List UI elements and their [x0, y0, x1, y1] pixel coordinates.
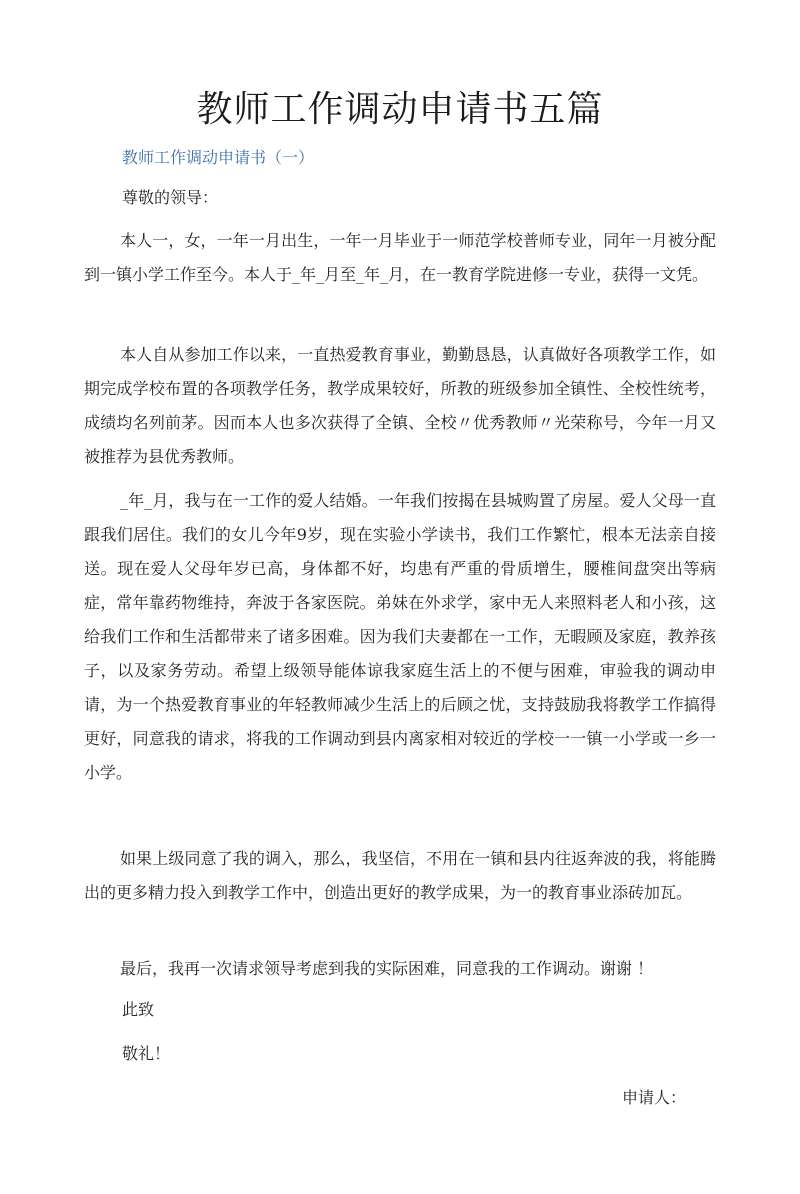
paragraph-intro: 本人一，女，一年一月出生，一年一月毕业于一师范学校普师专业，同年一月被分配到一镇小学工作至今。本人于_年_月至_年_月，在一教育学院进修一专业，获得一文凭。	[84, 231, 716, 284]
closing-line-2: 敬礼！	[122, 1044, 171, 1063]
salutation: 尊敬的领导：	[122, 188, 219, 207]
document-title: 教师工作调动申请书五篇	[196, 89, 604, 130]
paragraph-work-record: 本人自从参加工作以来，一直热爱教育事业，勤勤恳恳，认真做好各项教学工作，如期完成学校布置的各项教学任务，教学成果较好，所教的班级参加全镇性、全校性统考，成绩均名列前茅。因而本人也多次获得了全镇、全校〃优秀教师〃光荣称号，今年一月又被推荐为县优秀教师。	[84, 345, 716, 466]
signature-label: 申请人：	[622, 1088, 687, 1107]
paragraph-commitment: 如果上级同意了我的调入，那么，我坚信，不用在一镇和县内往返奔波的我，将能腾出的更多精力投入到教学工作中，创造出更好的教学成果，为一的教育事业添砖加瓦。	[84, 849, 716, 902]
section-subtitle: 教师工作调动申请书（一）	[122, 148, 315, 167]
closing-line-1: 此致	[122, 1000, 155, 1019]
paragraph-family-situation: _年_月，我与在一工作的爱人结婚。一年我们按揭在县城购置了房屋。爱人父母一直跟我们居住。我们的女儿今年9岁，现在实验小学读书，我们工作繁忙，根本无法亲自接送。现在爱人父母年岁已高，身体都不好，均患有严重的骨质增生，腰椎间盘突出等病症，常年靠药物维持，奔波于各家医院。弟妹在外求学，家中无人来照料老人和小孩，这给我们工作和生活都带来了诸多困难。因为我们夫妻都在一工作，无暇顾及家庭，教养孩子，以及家务劳动。希望上级领导能体谅我家庭生活上的不便与困难，审验我的调动申请，为一个热爱教育事业的年轻教师减少生活上的后顾之忧，支持鼓励我将教学工作搞得更好，同意我的请求，将我的工作调动到县内离家相对较近的学校一一镇一小学或一乡一小学。	[84, 491, 716, 782]
paragraph-final-request: 最后，我再一次请求领导考虑到我的实际困难，同意我的工作调动。谢谢 ！	[120, 959, 654, 978]
